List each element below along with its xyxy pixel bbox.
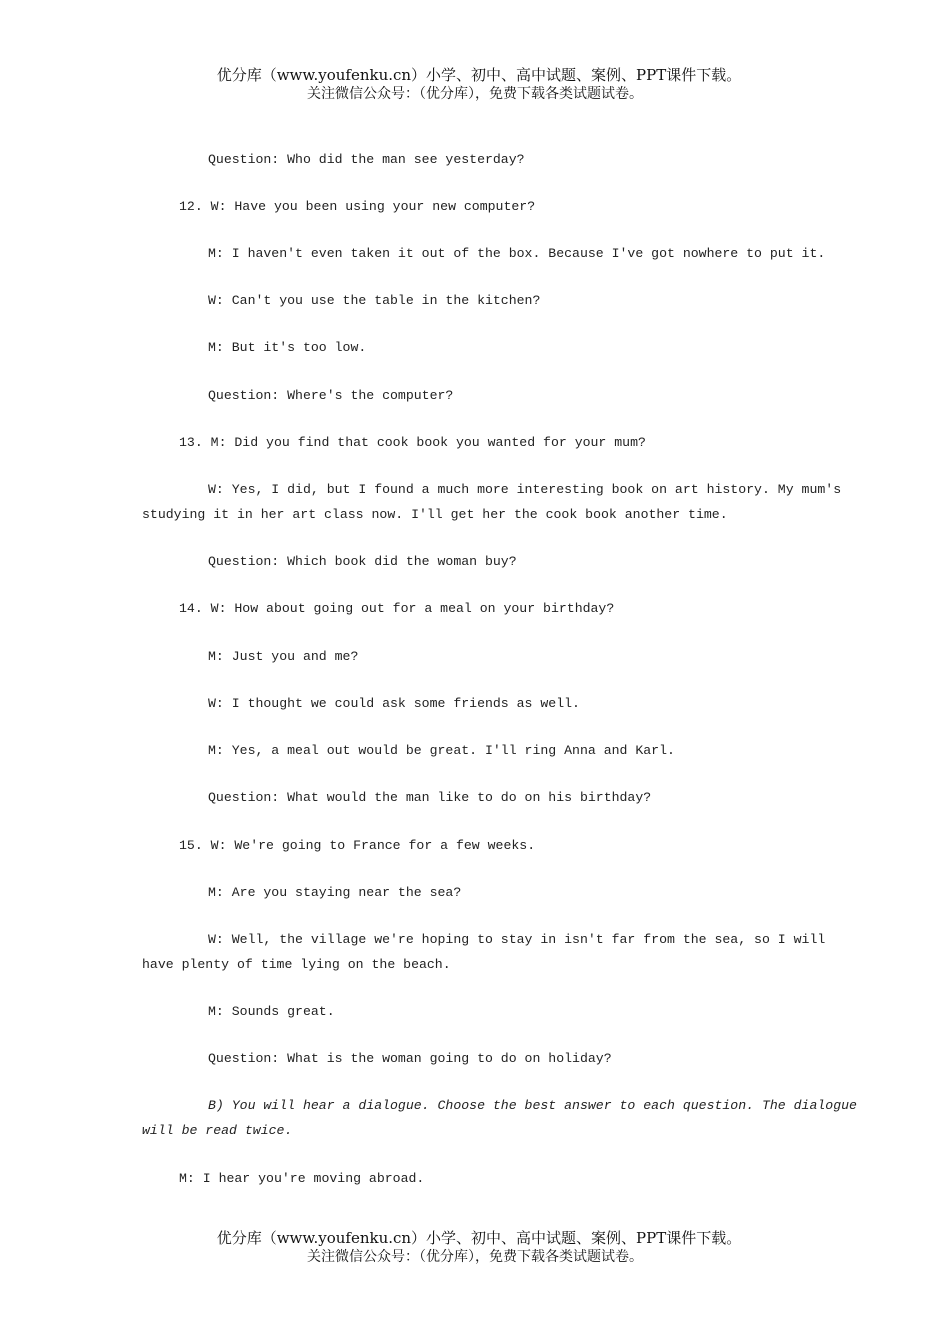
text-line: W: I thought we could ask some friends as well. — [208, 696, 580, 711]
text-line: W: Yes, I did, but I found a much more interesting book on art history. My mum's — [208, 482, 842, 497]
text-line: Question: What is the woman going to do on holiday? — [208, 1051, 612, 1066]
text-line: M: I hear you're moving abroad. — [179, 1171, 425, 1186]
text-line: 13. M: Did you find that cook book you wanted for your mum? — [179, 435, 646, 450]
text-line: have plenty of time lying on the beach. — [142, 957, 451, 972]
section-instruction: B) You will hear a dialogue. Choose the best answer to each question. The dialogue — [208, 1098, 857, 1113]
text-line: Question: Where's the computer? — [208, 388, 454, 403]
page-footer — [0, 1229, 950, 1267]
text-line: M: Sounds great. — [208, 1004, 335, 1019]
text-line: Question: What would the man like to do on his birthday? — [208, 790, 652, 805]
text-line: M: Yes, a meal out would be great. I'll ring Anna and Karl. — [208, 743, 675, 758]
header-line-2: 关注微信公众号：（优分库），免费下载各类试题试卷。 — [307, 86, 643, 102]
text-line: M: But it's too low. — [208, 340, 367, 355]
page-header — [0, 66, 950, 104]
footer-line-1: 优分库（www.youfenku.cn）小学、初中、高中试题、案例、PPT课件下载。 — [216, 1229, 742, 1247]
text-line: M: Just you and me? — [208, 649, 359, 664]
text-line: 15. W: We're going to France for a few weeks. — [179, 838, 536, 853]
text-line: Question: Who did the man see yesterday? — [208, 152, 525, 167]
text-line: M: Are you staying near the sea? — [208, 885, 462, 900]
text-line: studying it in her art class now. I'll get her the cook book another time. — [142, 507, 728, 522]
text-line: Question: Which book did the woman buy? — [208, 554, 517, 569]
text-line: M: I haven't even taken it out of the box. Because I've got nowhere to put it. — [208, 246, 826, 261]
text-line: 12. W: Have you been using your new computer? — [179, 199, 536, 214]
footer-line-2: 关注微信公众号：（优分库），免费下载各类试题试卷。 — [307, 1249, 643, 1265]
section-instruction: will be read twice. — [142, 1123, 293, 1138]
header-line-1: 优分库（www.youfenku.cn）小学、初中、高中试题、案例、PPT课件下载。 — [216, 66, 742, 84]
text-line: W: Well, the village we're hoping to stay in isn't far from the sea, so I will — [208, 932, 826, 947]
text-line: 14. W: How about going out for a meal on your birthday? — [179, 601, 615, 616]
text-line: W: Can't you use the table in the kitchen? — [208, 293, 541, 308]
